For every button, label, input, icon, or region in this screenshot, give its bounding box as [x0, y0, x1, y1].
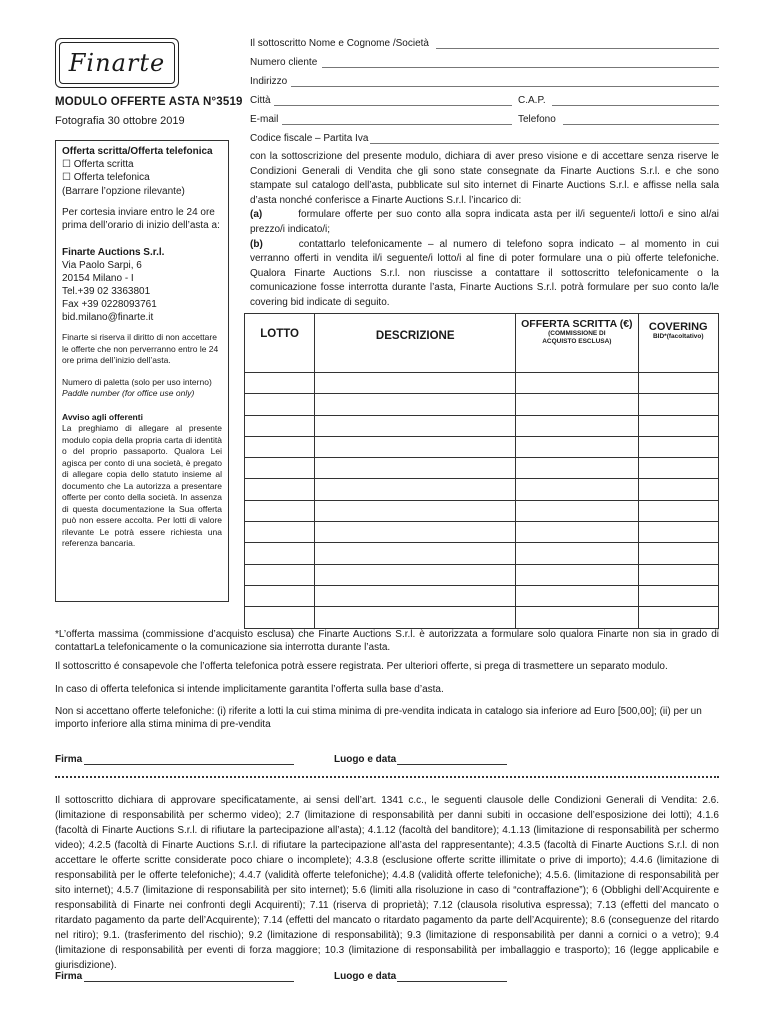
- lotto-cell[interactable]: [245, 500, 315, 521]
- notice-body: La preghiamo di allegare al presente modulo copia della propria carta di identità o del proprio passaporto. Qualora Lei agisca per conto di una società, è pregato di allegare copia dello statuto insieme al documento che La autorizza a presentare offerte per conto della società. In assenza di questa documentazione la Sua offerta può non essere accolta. Per lotti di valore rilevante Le potrà essere richiesta una referenza bancaria.: [62, 423, 222, 548]
- auction-date: Fotografia 30 ottobre 2019: [55, 115, 185, 127]
- cap-label: C.A.P.: [518, 95, 546, 106]
- company-fax: Fax +39 0228093761: [62, 299, 157, 310]
- signature-label-1: Firma: [55, 754, 83, 765]
- table-row: [245, 585, 719, 606]
- finarte-logo: [55, 38, 179, 88]
- company-city: 20154 Milano - I: [62, 273, 134, 284]
- covering-cell[interactable]: [638, 543, 719, 564]
- lotto-cell[interactable]: [245, 543, 315, 564]
- intro-text: con la sottoscrizione del presente modulo, dichiara di aver preso visione e di accettare senza riserve le Condizioni Generali di Vendita che gli sono state consegnate da Finarte Auctions S.r.l. e che sono stampate sul catalogo dell’asta, pubblicate sul sito internet di Finarte Auctions S.r.l. e affisse nella sala d’asta nonché conferisce a Finarte Auctions S.r.l. l’incarico di:: [250, 151, 719, 206]
- col-covering: [638, 314, 719, 373]
- company-name: Finarte Auctions S.r.l.: [62, 247, 165, 258]
- tax-code-label: Codice fiscale – Partita Iva: [250, 133, 369, 144]
- covering-cell[interactable]: [638, 607, 719, 628]
- sidebar-box: [55, 140, 229, 602]
- covering-cell[interactable]: [638, 415, 719, 436]
- name-label: Il sottoscritto Nome e Cognome /Società: [250, 38, 429, 49]
- lotto-cell[interactable]: [245, 415, 315, 436]
- table-row: [245, 500, 719, 521]
- note-phone-guarantee: In caso di offerta telefonica si intende implicitamente garantita l’offerta sulla base d’asta.: [55, 684, 444, 695]
- deadline-note: Per cortesia inviare entro le 24 ore prima dell’orario di inizio dell’asta a:: [62, 207, 220, 231]
- city-field[interactable]: [274, 105, 512, 106]
- city-label: Città: [250, 95, 271, 106]
- table-row: [245, 373, 719, 394]
- table-row: [245, 436, 719, 457]
- email-label: E-mail: [250, 114, 279, 125]
- offerta-cell[interactable]: [516, 415, 638, 436]
- lotto-cell[interactable]: [245, 607, 315, 628]
- col-offerta: [516, 314, 638, 373]
- company-street: Via Paolo Sarpi, 6: [62, 260, 142, 271]
- descrizione-cell[interactable]: [315, 394, 516, 415]
- paddle-label-en: Paddle number (for office use only): [62, 388, 195, 398]
- offerta-cell[interactable]: [516, 373, 638, 394]
- covering-cell[interactable]: [638, 500, 719, 521]
- clauses-approval: Il sottoscritto dichiara di approvare specificatamente, ai sensi dell’art. 1341 c.c., le seguenti clausole delle Condizioni Generali di Vendita: 2.6. (limitazione di responsabilità per schermo video); 2.7 (limitazione di responsabilità per danni subiti in occasione dell’esposizione dei lotti); 4.1.6 (facoltà di Finarte Auctions S.r.l. di rifiutare la partecipazione all’asta); 4.1.12 (facoltà del banditore); 4.1.13 (limitazione di responsabilità per schermo video); 4.2.5 (facoltà di Finarte Auctions S.r.l. di rifiutare la partecipazione all’asta del rappresentante); 4.3.5 (facoltà di Finarte Auctions S.r.l. di non accettare le offerte scritte considerate poco chiare o incomplete); 4.3.8 (esclusione offerte scritte illimitate o prive di importo); 4.4.6 (limitazione di responsabilità per le offerte telefoniche); 4.4.7 (validità offerte telefoniche); 4.4.8 (validità offerte telefoniche); 4.5.6. (limitazione di responsabilità per sito internet); 4.5.7 (limitazione di responsabilità per sito internet); 5.6 (limiti alla risoluzione in caso di “contraffazione”); 6 (Obblighi dell’Acquirente e responsabilità di Finarte nei confronti degli Acquirenti); 7.11 (riserva di proprietà); 7.12 (clausola risolutiva espressa); 7.13 (effetti del mancato o ritardato pagamento da parte dell’Acquirente); 7.14 (effetti del mancato o ritardato pagamento da parte dell’Acquirente); 8.6 (conseguenze del ritardo nel ritiro); 9.1. (trasferimento del rischio); 9.2 (limitazione di responsabilità); 9.3 (limitazione di responsabilità per danni a cornici o a vetro); 9.4 (limitazione di responsabilità per eventi di forza maggiore; 10.3 (limitazione di responsabilità per imballaggio e trasporto); 16 (legge applicabile e giurisdizione).: [55, 795, 719, 971]
- lotto-cell[interactable]: [245, 479, 315, 500]
- clause-b: [250, 238, 719, 311]
- col-offerta-sub: (COMMISSIONE DI ACQUISTO ESCLUSA): [542, 330, 612, 345]
- paddle-label-it: Numero di paletta (solo per uso interno): [62, 376, 212, 387]
- offers-table-body: [245, 373, 719, 629]
- note-max-offer: *L’offerta massima (commissione d’acquisto esclusa) che Finarte Auctions S.r.l. è autorizzata a formulare solo qualora Finarte non sia in grado di contattarLa telefonicamente o la comunicazione sia interrotta durante l’asta.: [55, 629, 719, 653]
- descrizione-cell[interactable]: [315, 564, 516, 585]
- offerta-cell[interactable]: [516, 607, 638, 628]
- offers-table: [244, 313, 719, 629]
- table-row: [245, 543, 719, 564]
- sidebar-heading: Offerta scritta/Offerta telefonica: [62, 146, 213, 157]
- company-tel: Tel.+39 02 3363801: [62, 286, 151, 297]
- covering-cell[interactable]: [638, 522, 719, 543]
- covering-cell[interactable]: [638, 458, 719, 479]
- option-phone-offer[interactable]: ☐ Offerta telefonica: [62, 172, 150, 183]
- place-date-label-1: Luogo e data: [334, 754, 397, 765]
- logo-text: Finarte: [59, 42, 175, 84]
- covering-cell[interactable]: [638, 436, 719, 457]
- descrizione-cell[interactable]: [315, 373, 516, 394]
- note-phone-limits: Non si accettano offerte telefoniche: (i) riferite a lotti la cui stima minima di pre-vendita indicata in catalogo sia inferiore ad Euro [500,00]; (ii) per un importo inferiore alla stima minima di pre-vendita: [55, 706, 702, 730]
- clause-a-text: formulare offerte per suo conto alla sopra indicata asta per il/i seguente/i lotto/i e sino al/ai prezzo/i indicato/i;: [250, 209, 719, 235]
- col-offerta-label: OFFERTA SCRITTA (€): [521, 318, 633, 330]
- table-row: [245, 458, 719, 479]
- phone-label: Telefono: [518, 114, 556, 125]
- lotto-cell[interactable]: [245, 585, 315, 606]
- place-date-field-1[interactable]: [397, 764, 507, 765]
- place-date-label-2: Luogo e data: [334, 971, 397, 982]
- place-date-field-2[interactable]: [397, 981, 507, 982]
- company-email[interactable]: bid.milano@finarte.it: [62, 312, 154, 323]
- table-row: [245, 522, 719, 543]
- offerta-cell[interactable]: [516, 543, 638, 564]
- intro-paragraph: [250, 150, 719, 311]
- lotto-cell[interactable]: [245, 458, 315, 479]
- col-covering-label: COVERING: [648, 321, 708, 333]
- clause-a-label: (a): [250, 209, 263, 221]
- option-note: (Barrare l’opzione rilevante): [62, 186, 185, 197]
- table-row: [245, 394, 719, 415]
- descrizione-cell[interactable]: [315, 543, 516, 564]
- lotto-cell[interactable]: [245, 436, 315, 457]
- covering-cell[interactable]: [638, 564, 719, 585]
- col-lotto: LOTTO: [245, 314, 315, 373]
- tax-code-field[interactable]: [370, 143, 719, 144]
- table-row: [245, 479, 719, 500]
- client-number-field[interactable]: [322, 67, 719, 68]
- clause-a: [250, 208, 719, 237]
- descrizione-cell[interactable]: [315, 500, 516, 521]
- covering-cell[interactable]: [638, 585, 719, 606]
- notice-heading: Avviso agli offerenti: [62, 411, 143, 422]
- descrizione-cell[interactable]: [315, 522, 516, 543]
- descrizione-cell[interactable]: [315, 415, 516, 436]
- clause-b-text: contattarlo telefonicamente – al numero di telefono sopra indicato – al momento in cui verranno offerti in vendita il/i seguente/i lotto/i al fine di poter formulare una o più offerte telefoniche. Qualora Finarte Auctions S.r.l. non riuscisse a contattare il sottoscritto telefonicamente o la comunicazione fosse interrotta durante l’asta, Finarte Auctions S.r.l. potrà formulare per suo conto la/le covering bid indicate di seguito.: [250, 238, 719, 308]
- form-title: MODULO OFFERTE ASTA N°3519: [55, 96, 243, 108]
- dotted-separator: [55, 776, 719, 778]
- name-field[interactable]: [436, 48, 719, 49]
- option-written-offer[interactable]: ☐ Offerta scritta: [62, 159, 134, 170]
- descrizione-cell[interactable]: [315, 585, 516, 606]
- cap-field[interactable]: [552, 105, 719, 106]
- email-field[interactable]: [282, 124, 512, 125]
- covering-cell[interactable]: [638, 373, 719, 394]
- table-row: [245, 564, 719, 585]
- lotto-cell[interactable]: [245, 522, 315, 543]
- col-descrizione: DESCRIZIONE: [315, 314, 516, 373]
- offerta-cell[interactable]: [516, 394, 638, 415]
- offerta-cell[interactable]: [516, 458, 638, 479]
- offerta-cell[interactable]: [516, 585, 638, 606]
- table-row: [245, 415, 719, 436]
- covering-cell[interactable]: [638, 479, 719, 500]
- descrizione-cell[interactable]: [315, 436, 516, 457]
- offerta-cell[interactable]: [516, 436, 638, 457]
- signature-field-1[interactable]: [84, 764, 294, 765]
- address-field[interactable]: [291, 86, 719, 87]
- lotto-cell[interactable]: [245, 373, 315, 394]
- client-number-label: Numero cliente: [250, 57, 318, 68]
- phone-field[interactable]: [563, 124, 719, 125]
- descrizione-cell[interactable]: [315, 458, 516, 479]
- descrizione-cell[interactable]: [315, 479, 516, 500]
- signature-label-2: Firma: [55, 971, 83, 982]
- lotto-cell[interactable]: [245, 394, 315, 415]
- offerta-cell[interactable]: [516, 564, 638, 585]
- clause-b-label: (b): [250, 238, 263, 250]
- col-covering-sub: BID*(facoltativo): [652, 333, 704, 340]
- address-label: Indirizzo: [250, 76, 288, 87]
- descrizione-cell[interactable]: [315, 607, 516, 628]
- offerta-cell[interactable]: [516, 522, 638, 543]
- signature-field-2[interactable]: [84, 981, 294, 982]
- offerta-cell[interactable]: [516, 500, 638, 521]
- table-row: [245, 607, 719, 628]
- covering-cell[interactable]: [638, 394, 719, 415]
- note-recording: Il sottoscritto é consapevole che l’offerta telefonica potrà essere registrata. Per ulteriori offerte, si prega di trasmettere un separato modulo.: [55, 661, 668, 672]
- offerta-cell[interactable]: [516, 479, 638, 500]
- lotto-cell[interactable]: [245, 564, 315, 585]
- rights-note: Finarte si riserva il diritto di non accettare le offerte che non perverranno entro le 24 ore prima dell’inizio dell’asta.: [62, 332, 219, 365]
